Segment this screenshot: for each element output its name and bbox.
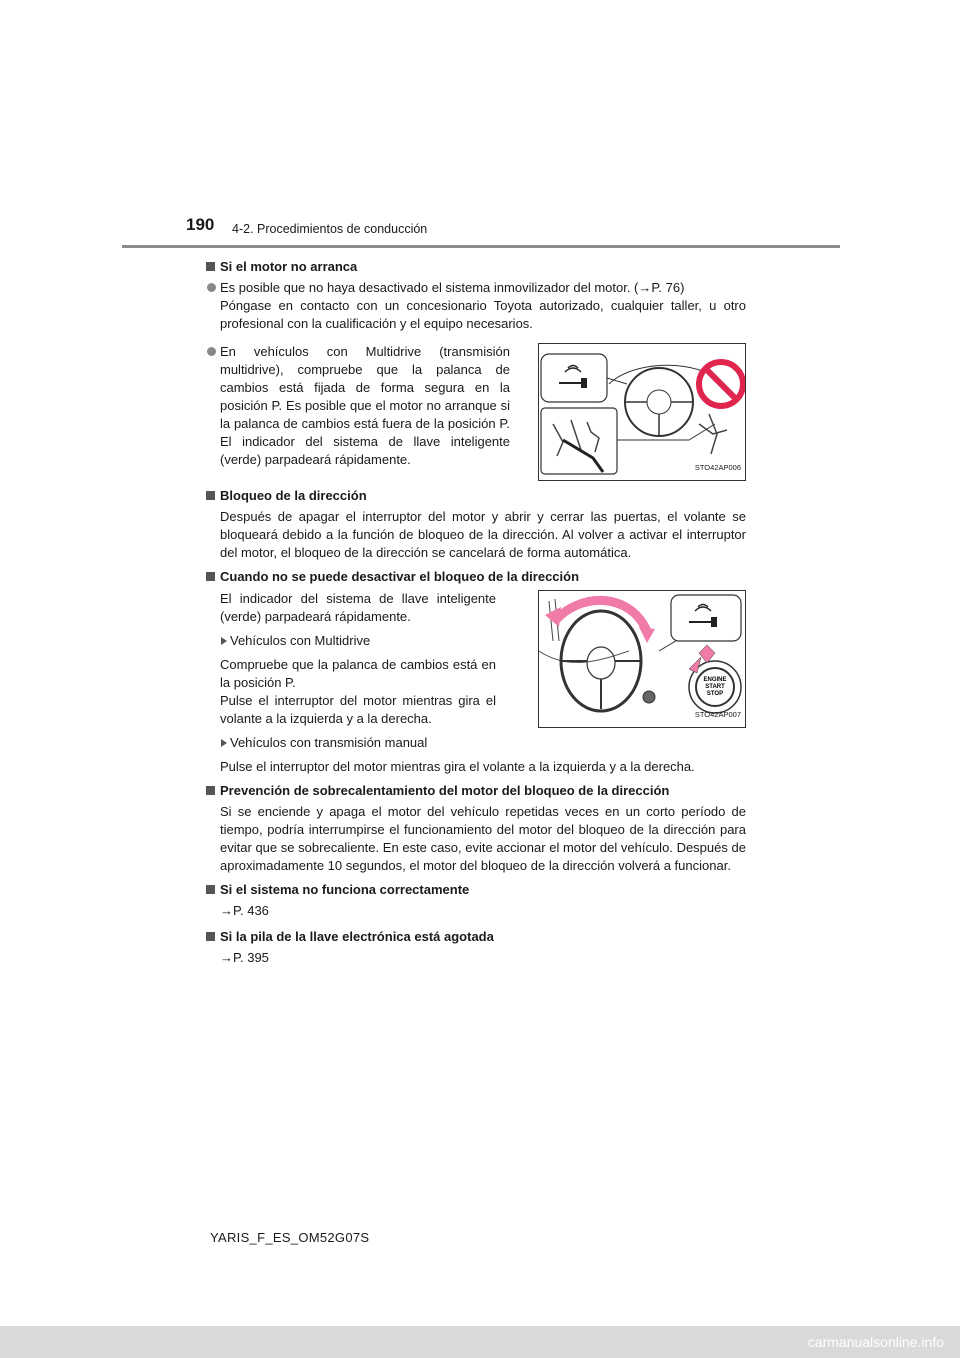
cannot-release-row (206, 590, 746, 758)
sub-multidrive: Vehículos con Multidrive (206, 632, 496, 650)
figure-steering-wheel (538, 590, 746, 728)
steering-lock-body: Después de apagar el interruptor del motor y abrir y cerrar las puertas, el volante se bloqueará debido a la función de bloqueo de la dirección. Al volver a activar el interruptor del motor, el bloqueo de la dirección se cancelará de forma automática. (220, 509, 746, 560)
multidrive-line1: Compruebe que la palanca de cambios está en la posición P. (220, 657, 496, 690)
smart-key-indicator-icon (541, 354, 607, 402)
multidrive-line2: Pulse el interruptor del motor mientras gira el volante a la izquierda y a la derecha. (220, 693, 496, 726)
bullet-immobilizer-line1: Es posible que no haya desactivado el sistema inmovilizador del motor. (→P. 76) (220, 280, 685, 295)
watermark-bar (0, 1326, 960, 1358)
page-number: 190 (186, 215, 215, 234)
multidrive-instructions (206, 656, 496, 728)
ref-system-fail[interactable]: →P. 436 (220, 903, 269, 918)
watermark-text: carmanualsonline.info (807, 1334, 944, 1350)
heading-cannot-release: Cuando no se puede desactivar el bloqueo de la dirección (206, 568, 746, 586)
heading-no-start: Si el motor no arranca (206, 258, 746, 276)
engine-button-text-1: ENGINE (703, 677, 727, 683)
overheat-body: Si se enciende y apaga el motor del vehículo repetidas veces en un corto período de tiempo, podría interrumpirse el funcionamiento del motor del bloqueo de la dirección para evitar que se sobrecaliente. En este caso, evite accionar el motor del vehículo. Después de aproximadamente 10 segundos, el motor del bloqueo de la dirección volverá a funcionar. (220, 804, 746, 873)
smart-key-indicator-icon (671, 595, 741, 641)
figure-code: STO42AP006 (694, 463, 741, 472)
bullet-immobilizer-line2: Póngase en contacto con un concesionario Toyota autorizado, cualquier taller, u otro profesional con la cualificación y el equipo necesarios. (220, 298, 746, 331)
page-content (206, 254, 746, 975)
sub-manual: Vehículos con transmisión manual (206, 734, 496, 752)
heading-steering-lock: Bloqueo de la dirección (206, 487, 746, 505)
cannot-release-text (206, 590, 496, 758)
figure-shift-lever (538, 343, 746, 481)
engine-button-text-2: START (705, 684, 725, 690)
engine-button-text-3: STOP (706, 691, 724, 697)
multidrive-row (206, 343, 746, 481)
heading-system-fail: Si el sistema no funciona correctamente (206, 881, 746, 899)
figure-code: STO42AP007 (694, 710, 741, 719)
bullet-immobilizer (206, 279, 746, 333)
header-divider (122, 245, 840, 248)
heading-battery: Si la pila de la llave electrónica está agotada (206, 928, 746, 946)
shift-gate-icon (541, 408, 617, 474)
document-code: YARIS_F_ES_OM52G07S (210, 1230, 370, 1245)
section-title: 4-2. Procedimientos de conducción (232, 222, 428, 236)
manual-instructions: Pulse el interruptor del motor mientras gira el volante a la izquierda y a la derecha. (220, 759, 695, 774)
bullet-multidrive: En vehículos con Multidrive (transmisión multidrive), compruebe que la palanca de cambios está fijada de forma segura en la posición P. Es posible que el motor no arranque si la palanca de cambios está fuera de la posición P. El indicador del sistema de llave inteligente (verde) parpadeará rápidamente. (206, 343, 510, 469)
ref-battery[interactable]: →P. 395 (220, 950, 269, 965)
turn-arrow-icon (555, 600, 647, 631)
heading-overheat: Prevención de sobrecalentamiento del motor del bloqueo de la dirección (206, 782, 746, 800)
cannot-release-intro: El indicador del sistema de llave inteligente (verde) parpadeará rápidamente. (220, 591, 496, 624)
